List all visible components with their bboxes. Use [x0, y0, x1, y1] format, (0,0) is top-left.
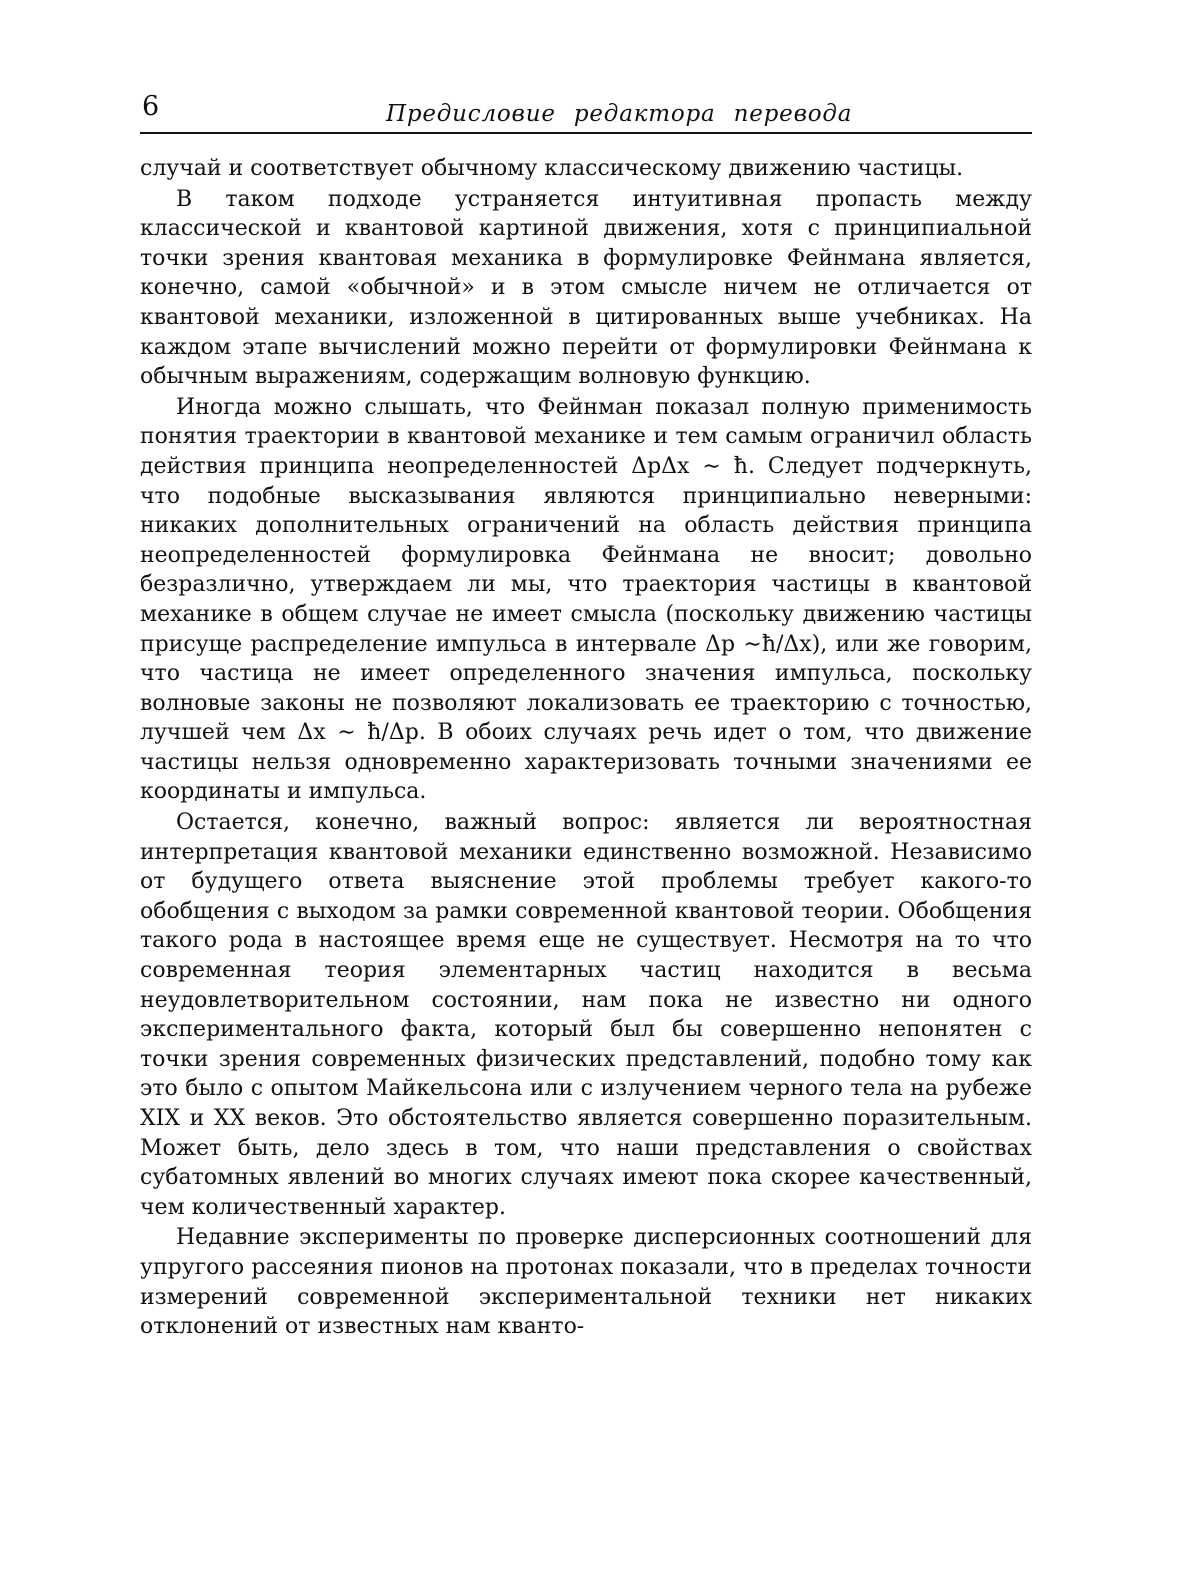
paragraph-probabilistic-interpretation: Остается, конечно, важный вопрос: является ли вероятностная интерпретация квантовой механики единственно возможной. Независимо от будущего ответа выяснение этой проблемы требует какого-то обобщения с выходом за рамки современной квантовой теории. Обобщения такого рода в настоящее время еще не существует. Несмотря на то что современная теория элементарных частиц находится в весьма неудовлетворительном состоянии, нам пока не известно ни одного экспериментального факта, который был бы совершенно непонятен с точки зрения современных физических представлений, подобно тому как это было с опытом Майкельсона или с излучением черного тела на рубеже XIX и XX веков. Это обстоятельство является совершенно поразительным. Может быть, дело здесь в том, что наши представления о свойствах субатомных явлений во многих случаях имеют пока скорее качественный, чем количественный характер. — [140, 810, 1032, 1220]
running-title: Предисловие редактора перевода — [386, 101, 853, 127]
paragraph-dispersion-experiments: Недавние эксперименты по проверке дисперсионных соотношений для упругого рассеяния пионов на протонах показали, что в пределах точности измерений современной экспериментальной техники нет никаких отклонений от известных нам кванто- — [140, 1225, 1032, 1340]
page-header — [140, 84, 1032, 134]
paragraph-uncertainty-principle: Иногда можно слышать, что Фейнман показал полную применимость понятия траектории в квантовой механике и тем самым ограничил область действия принципа неопределенностей ΔpΔx ∼ ħ. Следует подчеркнуть, что подобные высказывания являются принципиально неверными: никаких дополнительных ограничений на область действия принципа неопределенностей формулировка Фейнмана не вносит; довольно безразлично, утверждаем ли мы, что траектория частицы в квантовой механике в общем случае не имеет смысла (поскольку движению частицы присуще распределение импульса в интервале Δp ∼ħ/Δx), или же говорим, что частица не имеет определенного значения импульса, поскольку волновые законы не позволяют локализовать ее траекторию с точностью, лучшей чем Δx ∼ ħ/Δp. В обоих случаях речь идет о том, что движение частицы нельзя одновременно характеризовать точными значениями ее координаты и импульса. — [140, 394, 1032, 805]
paragraph-classical-quantum-gap: В таком подходе устраняется интуитивная пропасть между классической и квантовой картиной движения, хотя с принципиальной точки зрения квантовая механика в формулировке Фейнмана является, конечно, самой «обычной» и в этом смысле ничем не отличается от квантовой механики, изложенной в цитированных выше учебниках. На каждом этапе вычислений можно перейти от формулировки Фейнмана к обычным выражениям, содержащим волновую функцию. — [140, 186, 1032, 390]
body-text — [140, 154, 1032, 1343]
paragraph-continuation: случай и соответствует обычному классическому движению частицы. — [140, 156, 964, 181]
page-number: 6 — [142, 91, 160, 122]
